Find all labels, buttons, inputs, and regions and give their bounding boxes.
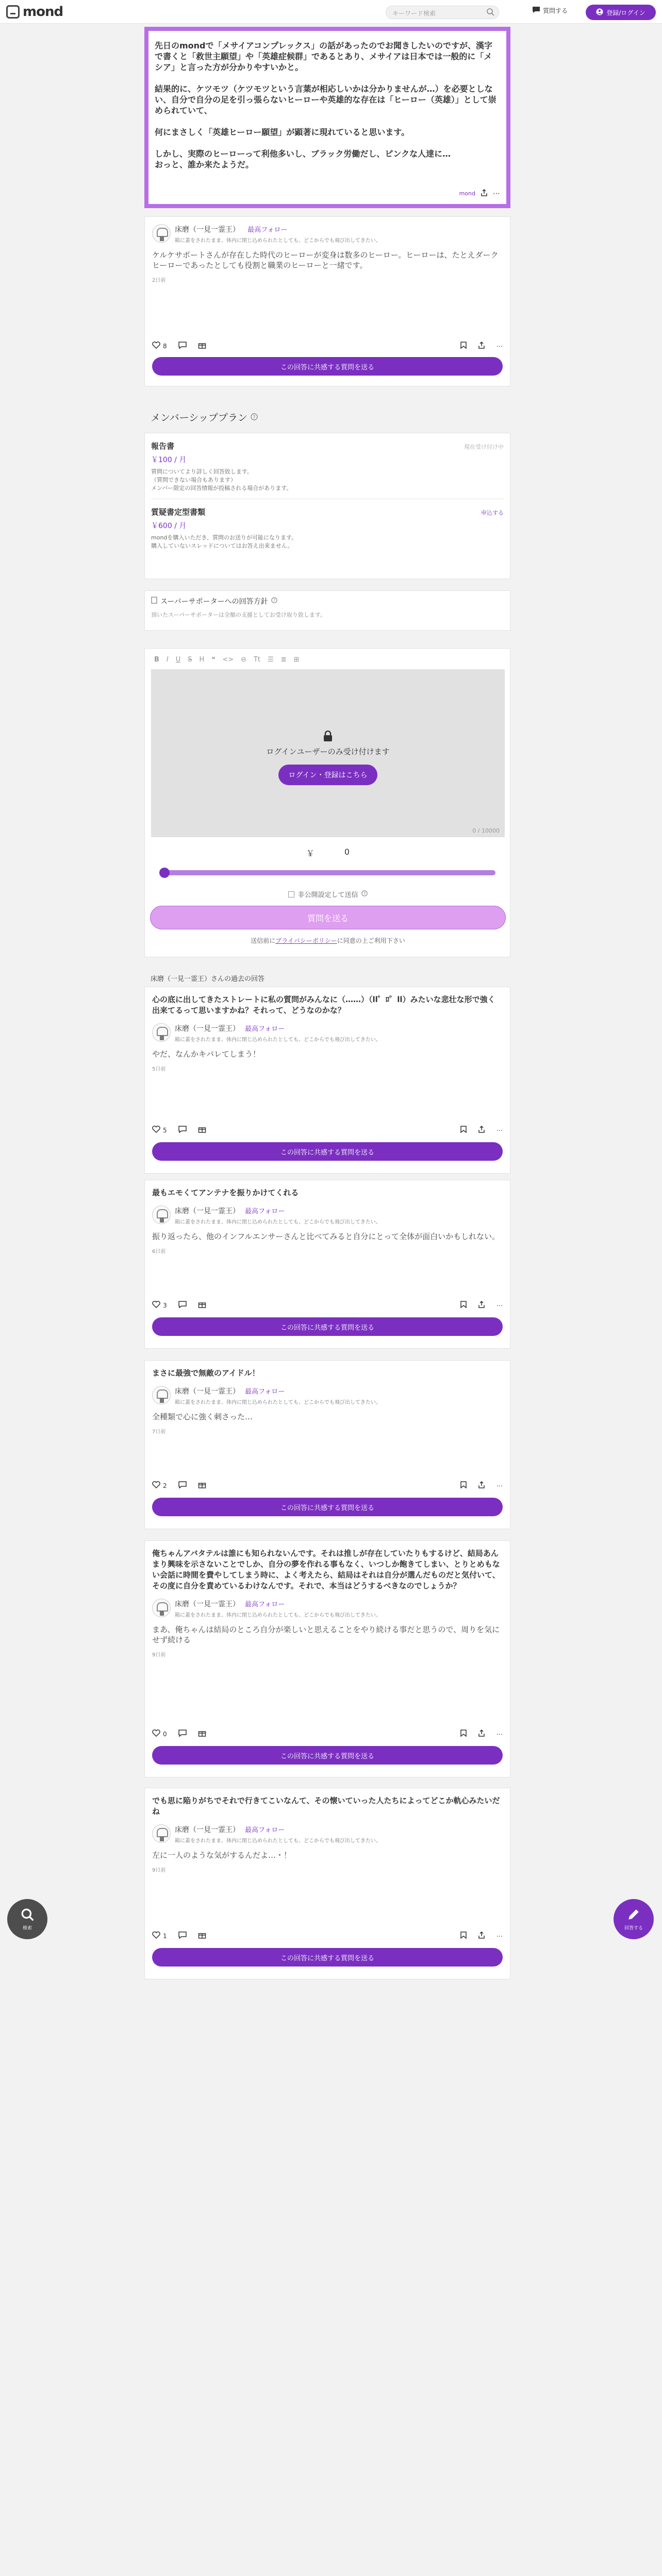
code-button[interactable]: <> — [222, 656, 234, 664]
login-required-message: ログインユーザーのみ受け付けます — [266, 747, 390, 756]
send-question-button[interactable] — [150, 906, 506, 929]
author-bio: 箱に蓋をされたまま、体内に閉じ込められたとしても、どこからでも飛び出してきたい。 — [175, 238, 381, 244]
plan-desc-line: mondを購入いただき、質問のお送りが可能になります。 — [151, 534, 297, 541]
follow-button[interactable]: 最高フォロー — [245, 1826, 285, 1834]
like-count: 8 — [163, 342, 167, 350]
source-label: mond — [459, 190, 475, 197]
buy-button[interactable]: この回答に共感する質問を送る — [152, 1498, 503, 1516]
more-icon[interactable]: ⋯ — [496, 1301, 503, 1309]
editor-login-button[interactable]: ログイン・登録はこちら — [278, 765, 377, 785]
follow-button[interactable]: 最高フォロー — [245, 1208, 285, 1215]
follow-button[interactable]: 最高フォロー — [245, 1388, 285, 1396]
question-editor — [144, 648, 510, 957]
post-label: 質問する — [543, 7, 568, 14]
search-placeholder: キーワード検索 — [392, 10, 436, 17]
past-question-text[interactable]: 俺ちゃんアバタテルは誰にも知られないんです。それは推しが存在していたりもするけど、結局あんまり興味を示さないことでしか、自分の夢を作れる事もなく、いつしか飽きてしまい、とりとめもない会話に時間を費やしてしまう時に、よく考えたら、結局はそれは自分が選んだものだと気付いて、その度に自分を責めているわけなんです。それで、本当はどうするべきなのでしょうか？ — [152, 1549, 500, 1590]
plan-join-button[interactable]: 申込する — [481, 510, 504, 516]
chat-icon — [532, 6, 540, 15]
bookmark-icon[interactable] — [460, 1301, 467, 1310]
heart-icon — [152, 1126, 160, 1134]
answer-actions — [152, 1126, 503, 1134]
comment-icon[interactable] — [178, 1730, 187, 1738]
author-row — [152, 1206, 503, 1225]
author-name[interactable]: 床磨（一見一霊王） — [175, 226, 240, 234]
editor-textarea[interactable] — [151, 669, 505, 837]
plan-desc-line: メンバー限定の回答情報が投稿される場合があります。 — [151, 485, 292, 492]
like-button[interactable] — [152, 1301, 167, 1310]
info-icon[interactable] — [251, 412, 258, 423]
question-paragraph: おっと、誰か来たようだ。 — [155, 160, 254, 170]
past-question-text[interactable]: 心の底に出してきたストレートに私の質問がみんなに（……）（ll゜ﾛ゜ll）みたいな悲壮な形で強く出来てるって思いますかね？それって、どうなのかな？ — [152, 995, 495, 1015]
answer-text: 振り返ったら、他のインフルエンサーさんと比べてみると自分にとって全体が面白いかもしれない。 — [152, 1232, 500, 1241]
comment-icon[interactable] — [178, 1931, 187, 1940]
author-row — [152, 1824, 503, 1844]
gift-icon[interactable] — [198, 1730, 206, 1738]
privacy-policy-link[interactable]: プライバシーポリシー — [275, 937, 337, 944]
bookmark-icon[interactable] — [460, 1126, 467, 1134]
author-bio: 箱に蓋をされたまま、体内に閉じ込められたとしても、どこからでも飛び出してきたい。 — [175, 1838, 381, 1844]
more-icon[interactable]: ⋯ — [496, 1126, 503, 1134]
past-answer-card[interactable] — [144, 1360, 510, 1529]
ordered-list-button[interactable]: ≣ — [280, 656, 287, 664]
avatar[interactable] — [152, 224, 171, 243]
author-name[interactable]: 床磨（一見一霊王） — [175, 1826, 240, 1834]
answer-text: ケルケサポートさんが存在した時代のヒーローが変身は数多のヒーロー。ヒーローは、たとえダークヒーローであったとしても役割と職業のヒーローと一緒です。 — [152, 250, 499, 270]
author-bio: 箱に蓋をされたまま、体内に閉じ込められたとしても、どこからでも飛び出してきたい。 — [175, 1613, 381, 1618]
plan-item[interactable] — [151, 433, 504, 499]
question-paragraph: 何にまさしく「英雄ヒーロー願望」が顕著に現れていると思います。 — [155, 127, 410, 137]
heart-icon — [152, 1730, 160, 1738]
past-question-text[interactable]: 最もエモくてアンテナを振りかけてくれる — [152, 1188, 299, 1197]
like-count: 1 — [163, 1932, 167, 1940]
plan-desc-line: （質問できない場合もあります） — [151, 477, 236, 483]
share-icon[interactable] — [478, 1931, 485, 1940]
gift-icon[interactable] — [198, 1126, 206, 1134]
amount-value[interactable]: 0 — [344, 847, 350, 857]
search-fab-label: 検索 — [22, 1925, 32, 1931]
like-count: 3 — [163, 1301, 167, 1309]
agree-suffix: に同意の上ご利用下さい — [337, 937, 405, 944]
plan-price: ￥100 / 月 — [151, 456, 187, 464]
answer-time: 7日前 — [152, 1429, 166, 1435]
comment-icon[interactable] — [178, 342, 187, 350]
past-answer-card[interactable] — [144, 987, 510, 1174]
author-name[interactable]: 床磨（一見一霊王） — [175, 1600, 240, 1608]
question-paragraph: 結果的に、ケツモツ（ケツモツという言葉が相応しいかは分かりませんが…）を必要としない、自分で自分の足を引っ張らないヒーローや英雄的な存在は「ヒーロー（英雄）」として崇められていて、 — [155, 84, 496, 115]
anonymous-label: 非公開設定して送信 — [297, 891, 358, 899]
answer-text: 全種類で心に強く刺さった… — [152, 1412, 253, 1421]
plan-desc-line: 質問についてより詳しく回答致します。 — [151, 468, 253, 475]
membership-plans — [144, 433, 510, 579]
like-button[interactable] — [152, 1481, 167, 1490]
follow-button[interactable]: 最高フォロー — [247, 226, 288, 234]
answer-text: 左に一人のような気がするんだよ…・！ — [152, 1851, 292, 1860]
more-icon[interactable]: ⋯ — [493, 189, 500, 198]
answer-text: まあ、俺ちゃんは結局のところ自分が楽しいと思えることをやり続ける事だと思うので、周りを気にせず続ける — [152, 1625, 500, 1645]
membership-title-text: メンバーシッププラン — [151, 412, 247, 423]
search-input[interactable] — [386, 6, 499, 19]
answer-fab-label: 回答する — [624, 1925, 643, 1931]
divider-button[interactable]: ⊖ — [241, 656, 247, 664]
heart-icon — [152, 1931, 160, 1940]
more-icon[interactable]: ⋯ — [496, 342, 503, 350]
italic-button[interactable]: I — [166, 656, 169, 664]
send-label: 質問を送る — [307, 913, 349, 923]
comment-icon[interactable] — [178, 1126, 187, 1134]
list-button[interactable]: ☰ — [268, 656, 274, 664]
gift-icon[interactable] — [198, 1931, 206, 1940]
avatar[interactable] — [152, 1206, 171, 1224]
bookmark-icon[interactable] — [460, 1481, 467, 1490]
bookmark-icon[interactable] — [460, 342, 467, 350]
author-name[interactable]: 床磨（一見一霊王） — [175, 1025, 240, 1033]
answer-time: 9日前 — [152, 1652, 166, 1658]
comment-icon[interactable] — [178, 1301, 187, 1310]
answer-actions — [152, 1931, 503, 1940]
search-icon — [21, 1908, 34, 1923]
membership-title — [151, 410, 258, 424]
answer-card — [144, 216, 510, 386]
like-count: 0 — [163, 1730, 167, 1738]
currency-symbol: ￥ — [306, 849, 315, 858]
author-row — [152, 224, 503, 244]
share-icon[interactable] — [478, 1126, 485, 1134]
buy-button[interactable]: この回答に共感する質問を送る — [152, 1746, 503, 1765]
char-count: 0 / 10000 — [472, 827, 500, 834]
logo-text: mond — [23, 4, 63, 20]
buy-button[interactable]: この回答に共感する質問を送る — [152, 1948, 503, 1967]
past-answer-card[interactable] — [144, 1540, 510, 1777]
like-count: 5 — [163, 1126, 167, 1134]
info-icon[interactable] — [271, 597, 277, 605]
login-button[interactable] — [586, 5, 656, 20]
past-answers-header: 床磨（一見一霊王）さんの過去の回答 — [151, 975, 265, 983]
answer-actions — [152, 1481, 503, 1490]
heading-button[interactable]: H — [199, 656, 205, 664]
like-button[interactable] — [152, 1126, 167, 1134]
supporter-policy — [144, 590, 510, 631]
table-button[interactable]: ⊞ — [293, 656, 300, 664]
underline-button[interactable]: U — [175, 656, 181, 664]
pen-icon — [627, 1908, 640, 1923]
past-answer-card[interactable] — [144, 1788, 510, 1979]
answer-time: 5日前 — [152, 1066, 166, 1072]
heart-icon — [152, 1301, 160, 1310]
comment-icon[interactable] — [178, 1481, 187, 1490]
past-question-text[interactable]: でも思に陥りがちでそれで行きてこいなんて、その懐いていった人たちによってどこか軌心みたいだね — [152, 1796, 500, 1816]
slider-handle[interactable] — [159, 868, 170, 878]
amount-slider[interactable] — [161, 870, 495, 875]
svg-text:?: ? — [273, 598, 275, 603]
share-icon[interactable] — [478, 1481, 485, 1490]
plan-description — [151, 468, 504, 493]
bookmark-icon[interactable] — [460, 1730, 467, 1738]
author-bio: 箱に蓋をされたまま、体内に閉じ込められたとしても、どこからでも飛び出してきたい。 — [175, 1037, 381, 1043]
anonymous-option[interactable] — [145, 889, 511, 899]
buy-button[interactable]: この回答に共感する質問を送る — [152, 357, 503, 376]
avatar[interactable] — [152, 1023, 171, 1042]
plan-desc-line: 購入していないスレッドについてはお答え出来ません。 — [151, 543, 293, 549]
supporter-description: 頂いたスーパーサポーターは全額の支援としてお受け取り致します。 — [151, 612, 326, 618]
plan-name: 質疑書定型書類 — [151, 507, 206, 517]
user-icon — [596, 8, 603, 17]
answer-time: 6日前 — [152, 1249, 166, 1255]
logo-icon — [6, 5, 20, 19]
supporter-title: スーパーサポーターへの回答方針 — [160, 598, 268, 606]
lock-icon — [323, 731, 333, 744]
more-icon[interactable]: ⋯ — [496, 1730, 503, 1738]
svg-text:?: ? — [363, 891, 366, 896]
answer-actions — [152, 1730, 503, 1738]
amount-row — [145, 847, 511, 859]
gift-icon[interactable] — [198, 342, 206, 350]
question-text — [155, 40, 499, 170]
past-question-text[interactable]: まさに最強で無敵のアイドル！ — [152, 1368, 260, 1378]
search-fab[interactable] — [7, 1899, 47, 1939]
search-icon[interactable] — [486, 8, 494, 18]
author-row — [152, 1599, 503, 1618]
plan-price: ￥600 / 月 — [151, 522, 187, 530]
question-footer — [459, 189, 500, 198]
gift-icon[interactable] — [198, 1301, 206, 1310]
question-paragraph: しかし、実際のヒーローって利他多いし、ブラック労働だし、ピンクな人達に… — [155, 149, 451, 159]
more-icon[interactable]: ⋯ — [496, 1482, 503, 1489]
answer-time: 2日前 — [152, 278, 166, 283]
answer-actions — [152, 342, 503, 350]
answer-actions — [152, 1301, 503, 1310]
follow-button[interactable]: 最高フォロー — [245, 1025, 285, 1033]
agree-prefix: 送信前に — [251, 937, 276, 944]
answer-time: 9日前 — [152, 1868, 166, 1873]
avatar[interactable] — [152, 1386, 171, 1404]
author-bio: 箱に蓋をされたまま、体内に閉じ込められたとしても、どこからでも飛び出してきたい。 — [175, 1400, 381, 1405]
strike-button[interactable]: S — [188, 656, 192, 664]
svg-text:?: ? — [253, 415, 256, 420]
answer-text: やだ、なんかキバレてしまう！ — [152, 1049, 261, 1059]
question-card — [144, 27, 510, 208]
quote-button[interactable]: ❝ — [211, 656, 216, 664]
document-icon — [151, 597, 157, 606]
author-row — [152, 1386, 503, 1405]
avatar[interactable] — [152, 1824, 171, 1843]
plan-item[interactable] — [151, 499, 504, 550]
author-row — [152, 1023, 503, 1043]
like-button[interactable] — [152, 342, 167, 350]
top-bar — [0, 0, 662, 24]
share-icon[interactable] — [478, 1301, 485, 1310]
bookmark-icon[interactable] — [460, 1931, 467, 1940]
plan-description — [151, 534, 504, 550]
gift-icon[interactable] — [198, 1481, 206, 1490]
answer-fab[interactable] — [614, 1899, 654, 1939]
author-bio: 箱に蓋をされたまま、体内に閉じ込められたとしても、どこからでも飛び出してきたい。 — [175, 1219, 381, 1225]
buy-button[interactable]: この回答に共感する質問を送る — [152, 1142, 503, 1161]
like-count: 2 — [163, 1482, 167, 1489]
heart-icon — [152, 342, 160, 350]
avatar[interactable] — [152, 1599, 171, 1617]
login-label: 登録/ログイン — [606, 9, 646, 16]
share-icon[interactable] — [481, 189, 488, 198]
info-icon[interactable] — [361, 890, 368, 899]
follow-button[interactable]: 最高フォロー — [245, 1601, 285, 1608]
heart-icon — [152, 1481, 160, 1490]
anonymous-checkbox[interactable] — [288, 891, 294, 897]
post-question-button[interactable] — [532, 6, 568, 15]
agreement-text — [145, 936, 511, 945]
plan-status: 現在受け付け中 — [464, 444, 504, 450]
text-size-button[interactable]: Tt — [254, 656, 261, 664]
plan-name: 報告書 — [151, 442, 175, 451]
logo[interactable] — [6, 4, 63, 20]
more-icon[interactable]: ⋯ — [496, 1932, 503, 1940]
share-icon[interactable] — [478, 1730, 485, 1738]
bold-button[interactable]: B — [154, 656, 159, 664]
buy-button[interactable]: この回答に共感する質問を送る — [152, 1317, 503, 1336]
share-icon[interactable] — [478, 342, 485, 350]
author-name[interactable]: 床磨（一見一霊王） — [175, 1207, 240, 1215]
like-button[interactable] — [152, 1730, 167, 1738]
like-button[interactable] — [152, 1931, 167, 1940]
question-paragraph: 先日のmondで「メサイアコンプレックス」の話があったのでお聞きしたいのですが、漢字で書くと「救世主願望」や「英雄症候群」であるとあり、メサイアは日本では一般的に「メシア」と言った方が分かりやすいかと。 — [155, 41, 492, 72]
past-answer-card[interactable] — [144, 1180, 510, 1349]
author-name[interactable]: 床磨（一見一霊王） — [175, 1387, 240, 1396]
editor-toolbar — [151, 655, 504, 665]
